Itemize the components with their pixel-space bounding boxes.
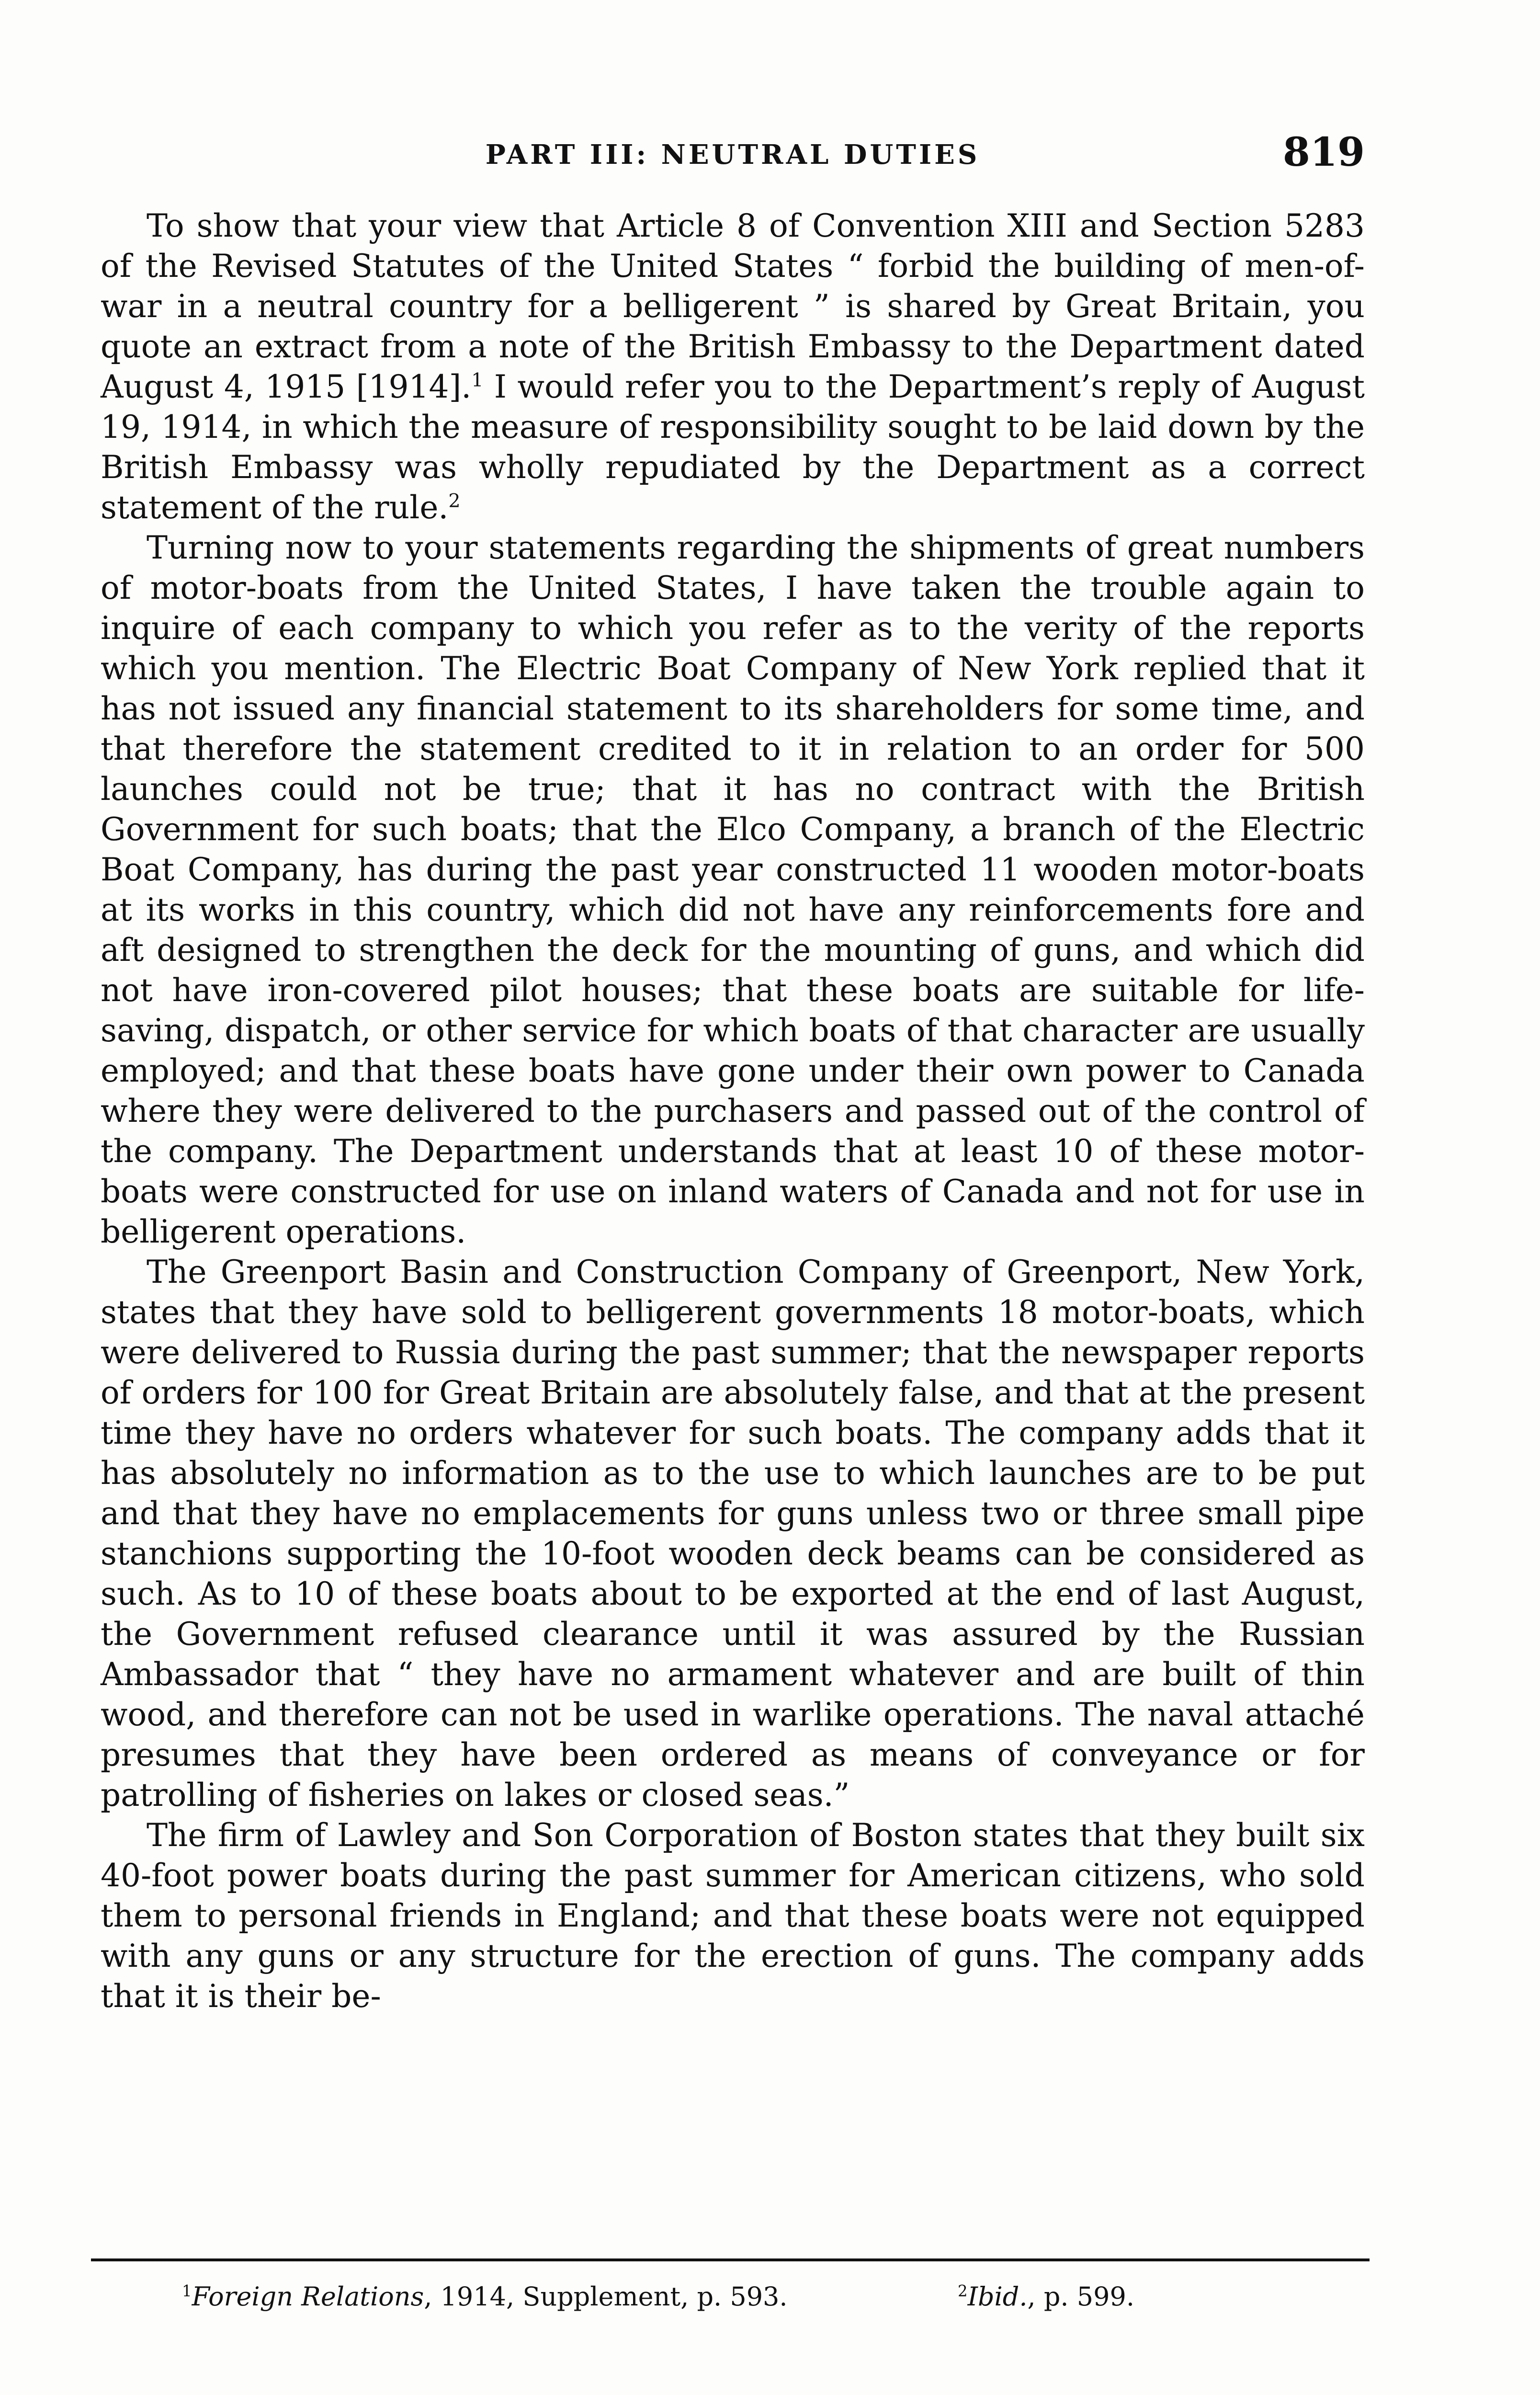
body-text — [101, 206, 1365, 2017]
footnote-2 — [958, 2280, 1134, 2314]
footnote-1-marker: 1 — [182, 2282, 192, 2300]
paragraph-3: The Greenport Basin and Construction Company of Greenport, New York, states that they have sold to belligerent governments 18 motor-boats, which were delivered to Russia during the past summer; that the newspaper reports of orders for 100 for Great Britain are absolutely false, and that at the present time they have no orders whatever for such boats. The company adds that it has absolutely no information as to the use to which launches are to be put and that they have no emplacements for guns unless two or three small pipe stanchions supporting the 10-foot wooden deck beams can be considered as such. As to 10 of these boats about to be exported at the end of last August, the Government refused clearance until it was assured by the Russian Ambassador that “ they have no armament whatever and are built of thin wood, and therefore can not be used in warlike operations. The naval attaché presumes that they have been ordered as means of conveyance or for patrolling of fisheries on lakes or closed seas.” — [101, 1254, 1365, 1813]
footnote-1 — [182, 2280, 788, 2314]
page-number: 819 — [1282, 129, 1365, 175]
footnote-2-citation: , p. 599. — [1027, 2281, 1134, 2312]
footnote-ref-2: 2 — [448, 490, 461, 512]
paragraph-4: The firm of Lawley and Son Corporation of Boston states that they built six 40-foot power boats during the past summer for American citizens, who sold them to personal friends in England; and that these boats were not equipped with any guns or any structure for the erection of guns. The company adds that it is their be- — [101, 1817, 1365, 2015]
footnote-1-citation: , 1914, Supplement, p. 593. — [424, 2281, 788, 2312]
footnote-2-title: Ibid. — [967, 2281, 1028, 2312]
footnote-1-title: Foreign Relations — [192, 2281, 424, 2312]
footnote-2-marker: 2 — [958, 2282, 968, 2300]
paragraph-2: Turning now to your statements regarding the shipments of great numbers of motor-boats from the United States, I have taken the trouble again to inquire of each company to which you refer as to the verity of the reports which you mention. The Electric Boat Company of New York replied that it has not issued any financial statement to its shareholders for some time, and that therefore the statement credited to it in relation to an order for 500 launches could not be true; that it has no contract with the British Government for such boats; that the Elco Company, a branch of the Electric Boat Company, has during the past year constructed 11 wooden motor-boats at its works in this country, which did not have any reinforcements fore and aft designed to strengthen the deck for the mounting of guns, and which did not have iron-covered pilot houses; that these boats are suitable for life-saving, dispatch, or other service for which boats of that character are usually employed; and that these boats have gone under their own power to Canada where they were delivered to the purchasers and passed out of the control of the company. The Department understands that at least 10 of these motor-boats were constructed for use on inland waters of Canada and not for use in belligerent operations. — [101, 529, 1365, 1250]
footnote-divider — [91, 2258, 1370, 2261]
footnotes — [182, 2280, 1283, 2318]
footnote-ref-1: 1 — [471, 369, 484, 391]
running-head: PART III: NEUTRAL DUTIES — [485, 139, 980, 171]
paragraph-1-text-b: I would refer you to the Department’s reply of August 19, 1914, in which the measure of responsibility sought to be laid down by the British Embassy was wholly repudiated by the Department as a correct statement of the rule. — [101, 368, 1365, 526]
paragraph-1 — [101, 206, 1365, 528]
paragraph-1-text-a: To show that your view that Article 8 of Convention XIII and Section 5283 of the Revised Statutes of the United States “ forbid the building of men-of-war in a neutral country for a belligerent ” is shared by Great Britain, you quote an extract from a note of the British Embassy to the Department dated August 4, 1915 [1914]. — [101, 207, 1365, 405]
page-header — [101, 129, 1365, 182]
